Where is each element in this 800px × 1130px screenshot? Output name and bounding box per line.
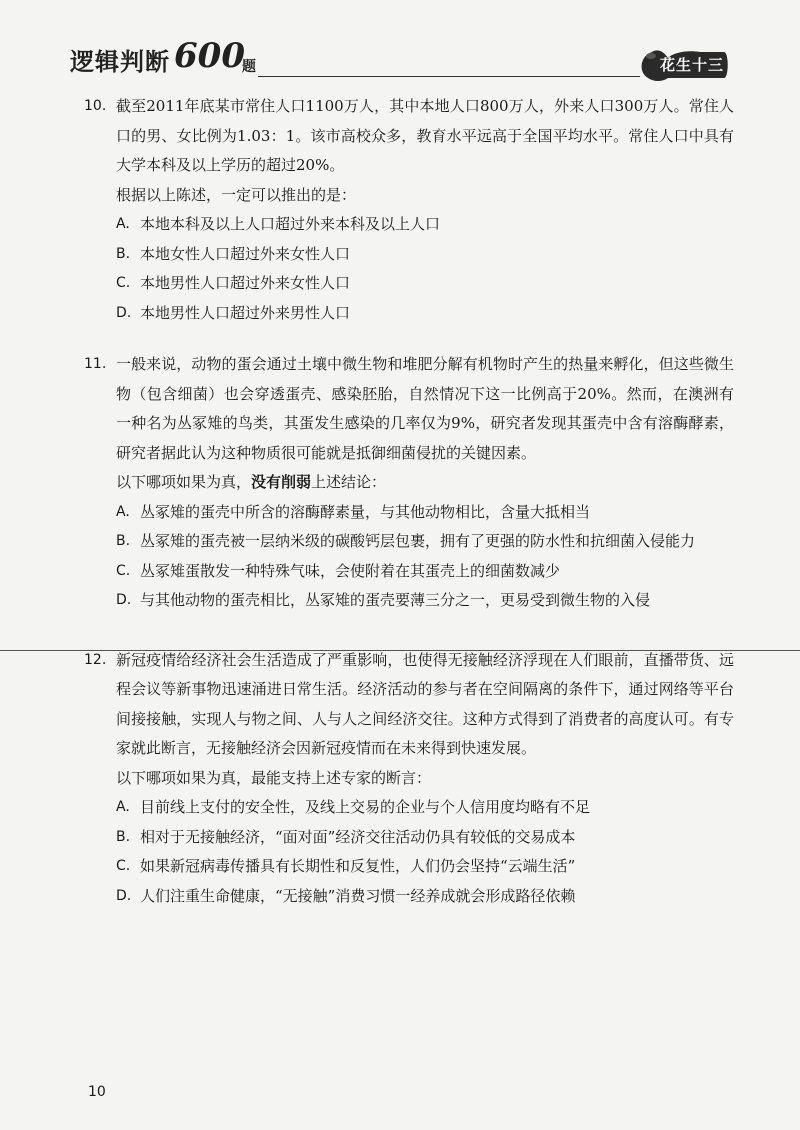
question-list: [84, 92, 734, 911]
question-11: [84, 350, 734, 616]
header-rule: [258, 76, 640, 77]
option-d: [116, 882, 734, 912]
option-b: [116, 823, 734, 853]
option-text: 本地男性人口超过外来男性人口: [140, 303, 351, 322]
option-c: [116, 557, 734, 587]
option-label: B.: [116, 245, 131, 262]
option-label: D.: [116, 304, 132, 321]
option-b: [116, 527, 734, 557]
option-text: 人们注重生命健康，“无接触”消费习惯一经养成就会形成路径依赖: [140, 886, 576, 905]
prompt-text: 以下哪项如果为真，: [116, 473, 252, 491]
option-c: [116, 852, 734, 882]
option-text: 本地男性人口超过外来女性人口: [140, 274, 351, 292]
option-text: 本地本科及以上人口超过外来本科及以上人口: [140, 215, 441, 233]
option-b: [116, 240, 734, 270]
question-number: 12.: [84, 651, 107, 668]
book-title-suffix: 题: [242, 59, 256, 75]
option-d: [116, 586, 734, 616]
question-10: [84, 92, 734, 328]
option-label: C.: [116, 275, 131, 291]
option-a: [116, 210, 734, 240]
option-text: 相对于无接触经济，“面对面”经济交往活动仍具有较低的交易成本: [140, 827, 576, 846]
option-a: [116, 793, 734, 823]
option-text: 丛冢雉蛋散发一种特殊气味，会使附着在其蛋壳上的细菌数减少: [140, 561, 561, 580]
prompt-text: 根据以上陈述，一定可以推出的是：: [116, 185, 357, 204]
option-label: D.: [116, 887, 132, 904]
question-stem: 新冠疫情给经济社会生活造成了严重影响，也使得无接触经济浮现在人们眼前，直播带货、远程会议等新事物迅速涌进日常生活。经济活动的参与者在空间隔离的条件下，通过网络等平台间接接触，实现人与物之间、人与人之间经济交往。这种方式得到了消费者的高度认可。有专家就此断言，无接触经济会因新冠疫情而在未来得到快速发展。: [116, 650, 734, 757]
option-text: 与其他动物的蛋壳相比，丛冢雉的蛋壳要薄三分之一，更易受到微生物的入侵: [140, 591, 651, 609]
question-12: [84, 646, 734, 912]
question-stem: 截至2011年底某市常住人口1100万人，其中本地人口800万人，外来人口300万人。常住人口的男、女比例为1.03：1。该市高校众多，教育水平远高于全国平均水平。常住人口中具有大学本科及以上学历的超过20%。: [116, 97, 734, 174]
question-stem: 一般来说，动物的蛋会通过土壤中微生物和堆肥分解有机物时产生的热量来孵化，但这些微生物（包含细菌）也会穿透蛋壳、感染胚胎，自然情况下这一比例高于20%。然而，在澳洲有一种名为丛冢雉的鸟类，其蛋发生感染的几率仅为9%，研究者发现其蛋壳中含有溶酶酵素，研究者据此认为这种物质很可能就是抵御细菌侵扰的关键因素。: [116, 355, 734, 462]
option-label: C.: [116, 858, 131, 874]
page-header: [70, 38, 730, 88]
option-label: C.: [116, 562, 131, 579]
option-c: [116, 269, 734, 299]
option-label: B.: [116, 533, 131, 549]
option-label: B.: [116, 828, 131, 845]
option-label: A.: [116, 799, 130, 815]
scan-divider-line: [0, 650, 800, 651]
option-label: A.: [116, 503, 130, 520]
option-text: 丛冢雉的蛋壳中所含的溶酶酵素量，与其他动物相比，含量大抵相当: [140, 502, 591, 521]
option-text: 目前线上支付的安全性，及线上交易的企业与个人信用度均略有不足: [140, 798, 591, 816]
question-number: 10.: [84, 98, 107, 114]
logo-text: 花生十三: [659, 56, 724, 74]
option-a: [116, 498, 734, 528]
question-number: 11.: [84, 356, 107, 372]
question-prompt: [116, 764, 734, 794]
prompt-emphasis: 没有削弱: [251, 473, 312, 491]
option-d: [116, 299, 734, 329]
question-prompt: [116, 468, 734, 498]
book-title-number: 600: [174, 36, 245, 76]
peanut-logo: [638, 44, 730, 84]
option-label: A.: [116, 216, 130, 232]
prompt-text: 以下哪项如果为真，最能支持上述专家的断言：: [116, 768, 432, 787]
option-label: D.: [116, 592, 132, 608]
book-title: 逻辑判断: [70, 48, 170, 76]
question-prompt: [116, 181, 734, 211]
option-text: 如果新冠病毒传播具有长期性和反复性，人们仍会坚持“云端生活”: [140, 857, 576, 875]
option-text: 丛冢雉的蛋壳被一层纳米级的碳酸钙层包裹，拥有了更强的防水性和抗细菌入侵能力: [140, 532, 696, 550]
option-text: 本地女性人口超过外来女性人口: [140, 244, 351, 263]
page-number: 10: [88, 1084, 106, 1100]
prompt-text-end: 上述结论：: [311, 473, 387, 491]
